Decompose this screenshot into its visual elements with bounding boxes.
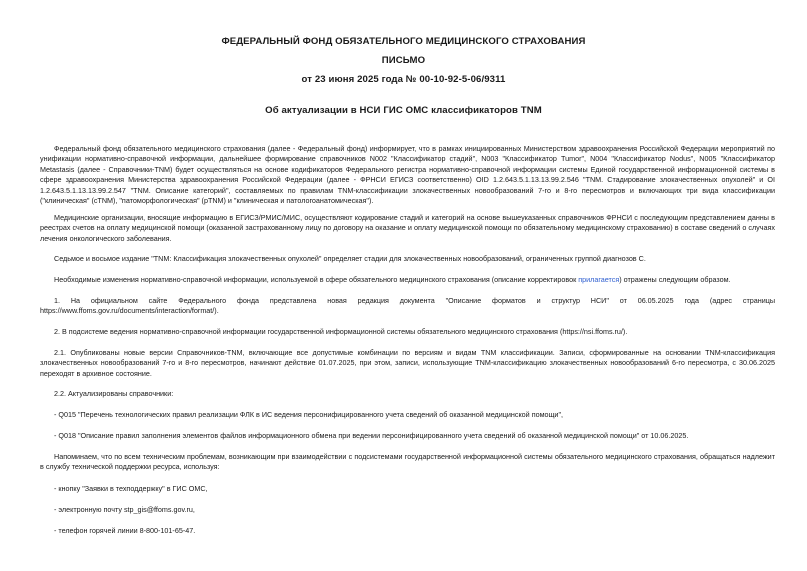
document-reference: от 23 июня 2025 года № 00-10-92-5-06/9311 <box>301 74 506 85</box>
paragraph-medical-organizations: Медицинские организации, вносящие информацию в ЕГИСЗ/РМИС/МИС, осуществляют кодирование стадий и категорий на основе вышеуказанных справочников ФРНСИ с последующим представлением данны в реестрах счетов на оплату медицинской помощи (оказанной застрахованному лицу по договору на оказание и оплату медицинской помощи по обязательному медицинскому страхованию) в составе сведений о случаях лечения онкологического заболевания. <box>40 213 775 243</box>
list-item-q018: - Q018 "Описание правил заполнения элементов файлов информационного обмена при ведении персонифицированного учета сведений об оказанной медицинской помощи" от 10.06.2025. <box>54 431 689 440</box>
paragraph-tnm-editions: Седьмое и восьмое издание "TNM: Классификация злокачественных опухолей" определяет стадии для злокачественных новообразований, ограниченных группой диагнозов С. <box>54 254 646 263</box>
paragraph-changes-text: Необходимые изменения нормативно-справочной информации, используемой в сфере обязательного медицинского страхования (описание корректировок <box>54 275 579 284</box>
document-subject: Об актуализации в НСИ ГИС ОМС классификаторов TNM <box>265 105 542 116</box>
list-item-q015: - Q015 "Перечень технологических правил реализации ФЛК в ИС ведения персонифицированного учета сведений об оказанной медицинской помощи", <box>54 410 564 419</box>
support-item-phone: - телефон горячей линии 8-800-101-65-47. <box>54 526 196 535</box>
support-item-button: - кнопку "Заявки в техподдержку" в ГИС ОМС, <box>54 484 208 493</box>
paragraph-changes-end: ) отражены следующим образом. <box>619 275 731 284</box>
document-type: ПИСЬМО <box>381 55 426 66</box>
paragraph-item-2-1: 2.1. Опубликованы новые версии Справочников-TNM, включающие все допустимые комбинации по версиям и видам TNM классификации. Записи, сформированные на основании TNM-классификация злокачественных новообразований 7-го и 8-го пересмотров, начинают действие 01.07.2025, при этом, записи, использующие TNM-классификацию злокачественных новообразований 6-го пересмотра, с 30.06.2025 переходят в архивное состояние. <box>40 348 775 378</box>
support-item-email: - электронную почту stp_gis@ffoms.gov.ru, <box>54 505 195 514</box>
organization-title: ФЕДЕРАЛЬНЫЙ ФОНД ОБЯЗАТЕЛЬНОГО МЕДИЦИНСКОГО СТРАХОВАНИЯ <box>221 36 586 47</box>
paragraph-item-1: 1. На официальном сайте Федерального фонда представлена новая редакция документа "Описание форматов и структур НСИ" от 06.05.2025 года (адрес страницы https://www.ffoms.gov.ru/documents/interaction/format/). <box>40 296 775 316</box>
paragraph-support: Напоминаем, что по всем техническим проблемам, возникающим при взаимодействии с подсистемами государственной информационной системы обязательного медицинского страхования, обращаться надлежит в службу технической поддержки ресурса, используя: <box>40 452 775 472</box>
paragraph-item-2-2: 2.2. Актуализированы справочники: <box>54 389 174 398</box>
paragraph-item-2: 2. В подсистеме ведения нормативно-справочной информации государственной информационной системы обязательного медицинского страхования (https://nsi.ffoms.ru/). <box>54 327 628 336</box>
paragraph-changes <box>40 275 775 285</box>
paragraph-intro: Федеральный фонд обязательного медицинского страхования (далее - Федеральный фонд) информирует, что в рамках инициированных Министерством здравоохранения Российской Федерации мероприятий по унификации нормативно-справочной информации, дальнейшее формирование справочников N002 "Классификатор стадий", N003 "Классификатор Tumor", N004 "Классификатор Nodus", N005 "Классификатор Metastasis (далее - Справочники-TNM) будет осуществляться на основе кодификаторов Федерального регистра нормативно-справочной информации системы Единой государственной информационной системы в сфере здравоохранения Министерства здравоохранения Российской Федерации (далее - ФРНСИ ЕГИСЗ соответственно) OID 1.2.643.5.1.13.13.99.2.546 "TNM. Стадирование злокачественных опухолей" и OI 1.2.643.5.1.13.13.99.2.547 "TNM. Описание категорий", составляемых по правилам TNM-классификации злокачественных новообразований 7-го и 8-го пересмотров и включающих три вида классификации ("клиническая" (cTNM), "патоморфологическая" (pTNM) и "клиническая и патологоанатомическая"). <box>40 144 775 206</box>
attachment-link[interactable]: прилагается <box>578 275 620 284</box>
